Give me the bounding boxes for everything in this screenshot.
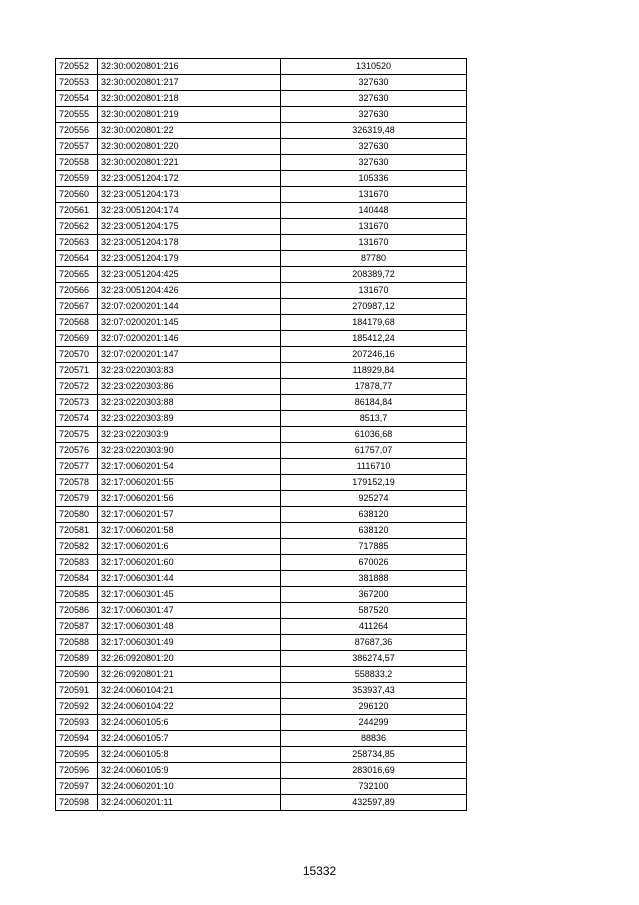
table-row bbox=[56, 443, 467, 459]
data-table bbox=[55, 58, 467, 811]
table-row bbox=[56, 619, 467, 635]
value-cell: 1116710 bbox=[281, 459, 467, 475]
value-cell: 558833,2 bbox=[281, 667, 467, 683]
cadastral-number-cell: 32:17:0060301:49 bbox=[98, 635, 281, 651]
table-row bbox=[56, 475, 467, 491]
value-cell: 131670 bbox=[281, 187, 467, 203]
cadastral-number-cell: 32:23:0051204:172 bbox=[98, 171, 281, 187]
table-row bbox=[56, 379, 467, 395]
cadastral-number-cell: 32:23:0051204:173 bbox=[98, 187, 281, 203]
cadastral-number-cell: 32:23:0220303:9 bbox=[98, 427, 281, 443]
table-row bbox=[56, 315, 467, 331]
cadastral-number-cell: 32:07:0200201:144 bbox=[98, 299, 281, 315]
row-id-cell: 720563 bbox=[56, 235, 98, 251]
cadastral-number-cell: 32:23:0051204:425 bbox=[98, 267, 281, 283]
table-row bbox=[56, 123, 467, 139]
table-row bbox=[56, 603, 467, 619]
row-id-cell: 720596 bbox=[56, 763, 98, 779]
value-cell: 208389,72 bbox=[281, 267, 467, 283]
table-row bbox=[56, 523, 467, 539]
row-id-cell: 720564 bbox=[56, 251, 98, 267]
table-row bbox=[56, 283, 467, 299]
row-id-cell: 720593 bbox=[56, 715, 98, 731]
value-cell: 207246,16 bbox=[281, 347, 467, 363]
value-cell: 87780 bbox=[281, 251, 467, 267]
cadastral-number-cell: 32:30:0020801:221 bbox=[98, 155, 281, 171]
value-cell: 386274,57 bbox=[281, 651, 467, 667]
table-row bbox=[56, 763, 467, 779]
cadastral-number-cell: 32:23:0051204:174 bbox=[98, 203, 281, 219]
cadastral-number-cell: 32:23:0051204:175 bbox=[98, 219, 281, 235]
cadastral-number-cell: 32:23:0220303:89 bbox=[98, 411, 281, 427]
cadastral-number-cell: 32:30:0020801:220 bbox=[98, 139, 281, 155]
table-row bbox=[56, 91, 467, 107]
cadastral-number-cell: 32:17:0060201:57 bbox=[98, 507, 281, 523]
value-cell: 327630 bbox=[281, 139, 467, 155]
cadastral-number-cell: 32:24:0060104:21 bbox=[98, 683, 281, 699]
row-id-cell: 720554 bbox=[56, 91, 98, 107]
row-id-cell: 720570 bbox=[56, 347, 98, 363]
cadastral-number-cell: 32:30:0020801:22 bbox=[98, 123, 281, 139]
cadastral-number-cell: 32:23:0051204:178 bbox=[98, 235, 281, 251]
value-cell: 732100 bbox=[281, 779, 467, 795]
value-cell: 327630 bbox=[281, 107, 467, 123]
row-id-cell: 720566 bbox=[56, 283, 98, 299]
row-id-cell: 720561 bbox=[56, 203, 98, 219]
value-cell: 638120 bbox=[281, 507, 467, 523]
table-row bbox=[56, 107, 467, 123]
row-id-cell: 720565 bbox=[56, 267, 98, 283]
row-id-cell: 720555 bbox=[56, 107, 98, 123]
table-row bbox=[56, 795, 467, 811]
row-id-cell: 720584 bbox=[56, 571, 98, 587]
value-cell: 8513,7 bbox=[281, 411, 467, 427]
table-row bbox=[56, 571, 467, 587]
table-row bbox=[56, 539, 467, 555]
cadastral-number-cell: 32:23:0051204:426 bbox=[98, 283, 281, 299]
cadastral-number-cell: 32:24:0060105:6 bbox=[98, 715, 281, 731]
row-id-cell: 720571 bbox=[56, 363, 98, 379]
row-id-cell: 720592 bbox=[56, 699, 98, 715]
table-row bbox=[56, 235, 467, 251]
value-cell: 327630 bbox=[281, 91, 467, 107]
table-row bbox=[56, 715, 467, 731]
table-row bbox=[56, 363, 467, 379]
table-row bbox=[56, 251, 467, 267]
row-id-cell: 720579 bbox=[56, 491, 98, 507]
value-cell: 670026 bbox=[281, 555, 467, 571]
value-cell: 381888 bbox=[281, 571, 467, 587]
row-id-cell: 720574 bbox=[56, 411, 98, 427]
value-cell: 179152,19 bbox=[281, 475, 467, 491]
cadastral-number-cell: 32:30:0020801:219 bbox=[98, 107, 281, 123]
row-id-cell: 720583 bbox=[56, 555, 98, 571]
table-row bbox=[56, 219, 467, 235]
cadastral-number-cell: 32:24:0060105:7 bbox=[98, 731, 281, 747]
cadastral-number-cell: 32:24:0060105:9 bbox=[98, 763, 281, 779]
value-cell: 587520 bbox=[281, 603, 467, 619]
cadastral-number-cell: 32:17:0060301:44 bbox=[98, 571, 281, 587]
table-row bbox=[56, 731, 467, 747]
value-cell: 327630 bbox=[281, 75, 467, 91]
value-cell: 140448 bbox=[281, 203, 467, 219]
value-cell: 326319,48 bbox=[281, 123, 467, 139]
row-id-cell: 720589 bbox=[56, 651, 98, 667]
value-cell: 258734,85 bbox=[281, 747, 467, 763]
row-id-cell: 720597 bbox=[56, 779, 98, 795]
value-cell: 87687,36 bbox=[281, 635, 467, 651]
row-id-cell: 720576 bbox=[56, 443, 98, 459]
row-id-cell: 720587 bbox=[56, 619, 98, 635]
table-row bbox=[56, 491, 467, 507]
value-cell: 88836 bbox=[281, 731, 467, 747]
table-row bbox=[56, 699, 467, 715]
table-row bbox=[56, 651, 467, 667]
table-row bbox=[56, 427, 467, 443]
table-row bbox=[56, 411, 467, 427]
cadastral-number-cell: 32:07:0200201:146 bbox=[98, 331, 281, 347]
cadastral-number-cell: 32:17:0060201:60 bbox=[98, 555, 281, 571]
row-id-cell: 720586 bbox=[56, 603, 98, 619]
cadastral-number-cell: 32:17:0060301:48 bbox=[98, 619, 281, 635]
value-cell: 638120 bbox=[281, 523, 467, 539]
row-id-cell: 720568 bbox=[56, 315, 98, 331]
row-id-cell: 720558 bbox=[56, 155, 98, 171]
value-cell: 283016,69 bbox=[281, 763, 467, 779]
value-cell: 244299 bbox=[281, 715, 467, 731]
row-id-cell: 720573 bbox=[56, 395, 98, 411]
cadastral-number-cell: 32:07:0200201:147 bbox=[98, 347, 281, 363]
cadastral-number-cell: 32:17:0060301:47 bbox=[98, 603, 281, 619]
table-row bbox=[56, 683, 467, 699]
cadastral-number-cell: 32:23:0220303:88 bbox=[98, 395, 281, 411]
table-row bbox=[56, 155, 467, 171]
page-number: 15332 bbox=[302, 864, 337, 878]
table-row bbox=[56, 299, 467, 315]
value-cell: 411264 bbox=[281, 619, 467, 635]
value-cell: 185412,24 bbox=[281, 331, 467, 347]
table-row bbox=[56, 203, 467, 219]
cadastral-number-cell: 32:17:0060201:58 bbox=[98, 523, 281, 539]
row-id-cell: 720590 bbox=[56, 667, 98, 683]
value-cell: 353937,43 bbox=[281, 683, 467, 699]
table-row bbox=[56, 395, 467, 411]
cadastral-number-cell: 32:17:0060201:56 bbox=[98, 491, 281, 507]
table-row bbox=[56, 635, 467, 651]
value-cell: 131670 bbox=[281, 283, 467, 299]
row-id-cell: 720552 bbox=[56, 59, 98, 75]
cadastral-number-cell: 32:26:0920801:20 bbox=[98, 651, 281, 667]
value-cell: 86184,84 bbox=[281, 395, 467, 411]
value-cell: 131670 bbox=[281, 235, 467, 251]
table-row bbox=[56, 587, 467, 603]
cadastral-number-cell: 32:24:0060105:8 bbox=[98, 747, 281, 763]
table-row bbox=[56, 59, 467, 75]
table-row bbox=[56, 667, 467, 683]
row-id-cell: 720591 bbox=[56, 683, 98, 699]
table-row bbox=[56, 555, 467, 571]
cadastral-number-cell: 32:24:0060104:22 bbox=[98, 699, 281, 715]
cadastral-number-cell: 32:07:0200201:145 bbox=[98, 315, 281, 331]
value-cell: 17878,77 bbox=[281, 379, 467, 395]
row-id-cell: 720556 bbox=[56, 123, 98, 139]
value-cell: 131670 bbox=[281, 219, 467, 235]
row-id-cell: 720582 bbox=[56, 539, 98, 555]
table-row bbox=[56, 171, 467, 187]
row-id-cell: 720560 bbox=[56, 187, 98, 203]
table-row bbox=[56, 267, 467, 283]
row-id-cell: 720581 bbox=[56, 523, 98, 539]
cadastral-number-cell: 32:17:0060201:55 bbox=[98, 475, 281, 491]
row-id-cell: 720580 bbox=[56, 507, 98, 523]
table-row bbox=[56, 187, 467, 203]
value-cell: 1310520 bbox=[281, 59, 467, 75]
row-id-cell: 720567 bbox=[56, 299, 98, 315]
value-cell: 61757,07 bbox=[281, 443, 467, 459]
table-row bbox=[56, 347, 467, 363]
row-id-cell: 720595 bbox=[56, 747, 98, 763]
cadastral-number-cell: 32:26:0920801:21 bbox=[98, 667, 281, 683]
row-id-cell: 720585 bbox=[56, 587, 98, 603]
value-cell: 717885 bbox=[281, 539, 467, 555]
value-cell: 296120 bbox=[281, 699, 467, 715]
row-id-cell: 720575 bbox=[56, 427, 98, 443]
cadastral-number-cell: 32:23:0220303:83 bbox=[98, 363, 281, 379]
cadastral-number-cell: 32:23:0051204:179 bbox=[98, 251, 281, 267]
value-cell: 270987,12 bbox=[281, 299, 467, 315]
value-cell: 432597,89 bbox=[281, 795, 467, 811]
cadastral-number-cell: 32:17:0060201:6 bbox=[98, 539, 281, 555]
value-cell: 105336 bbox=[281, 171, 467, 187]
row-id-cell: 720598 bbox=[56, 795, 98, 811]
cadastral-number-cell: 32:30:0020801:216 bbox=[98, 59, 281, 75]
row-id-cell: 720562 bbox=[56, 219, 98, 235]
row-id-cell: 720578 bbox=[56, 475, 98, 491]
row-id-cell: 720559 bbox=[56, 171, 98, 187]
row-id-cell: 720594 bbox=[56, 731, 98, 747]
value-cell: 925274 bbox=[281, 491, 467, 507]
row-id-cell: 720572 bbox=[56, 379, 98, 395]
table-row bbox=[56, 459, 467, 475]
table-row bbox=[56, 331, 467, 347]
cadastral-number-cell: 32:23:0220303:86 bbox=[98, 379, 281, 395]
cadastral-number-cell: 32:23:0220303:90 bbox=[98, 443, 281, 459]
table-row bbox=[56, 507, 467, 523]
cadastral-number-cell: 32:17:0060301:45 bbox=[98, 587, 281, 603]
value-cell: 184179,68 bbox=[281, 315, 467, 331]
row-id-cell: 720553 bbox=[56, 75, 98, 91]
row-id-cell: 720557 bbox=[56, 139, 98, 155]
value-cell: 61036,68 bbox=[281, 427, 467, 443]
table-row bbox=[56, 747, 467, 763]
cadastral-number-cell: 32:30:0020801:217 bbox=[98, 75, 281, 91]
row-id-cell: 720569 bbox=[56, 331, 98, 347]
value-cell: 327630 bbox=[281, 155, 467, 171]
cadastral-number-cell: 32:24:0060201:10 bbox=[98, 779, 281, 795]
table-row bbox=[56, 779, 467, 795]
table-row bbox=[56, 139, 467, 155]
value-cell: 367200 bbox=[281, 587, 467, 603]
table-row bbox=[56, 75, 467, 91]
row-id-cell: 720577 bbox=[56, 459, 98, 475]
cadastral-number-cell: 32:30:0020801:218 bbox=[98, 91, 281, 107]
data-table-body bbox=[56, 59, 467, 811]
cadastral-number-cell: 32:24:0060201:11 bbox=[98, 795, 281, 811]
row-id-cell: 720588 bbox=[56, 635, 98, 651]
value-cell: 118929,84 bbox=[281, 363, 467, 379]
cadastral-number-cell: 32:17:0060201:54 bbox=[98, 459, 281, 475]
